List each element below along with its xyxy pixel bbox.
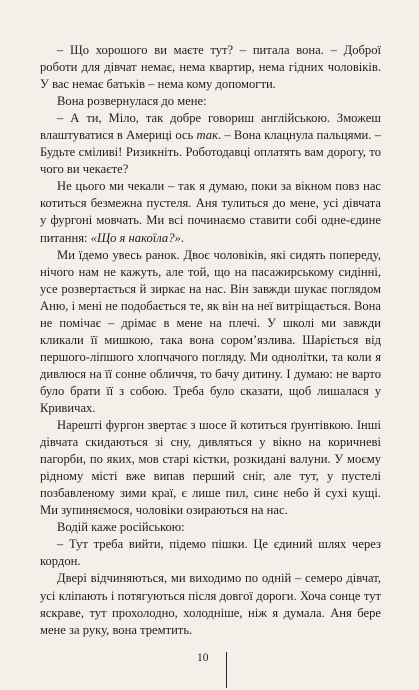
italic-text: «Що я накоїла?» <box>90 230 181 245</box>
italic-text: так <box>196 128 218 143</box>
text-run: Нарешті фургон звертає з шосе й котиться ґрунтівкою. Інші дівчата скидаються зі сну, дивляться у вікно на коричневі пагорби, по яких, мов старі кістки, розкидані валуни. У моєму рідному місті вже випав перший сніг, але тут, у пустелі позбавленому зими краї, є лише пил, синє небо й сухі кущі. Ми зупиняємося, чоловіки озираються на нас. <box>40 418 381 518</box>
text-run: . <box>180 230 184 245</box>
paragraph <box>40 247 381 417</box>
text-run: Водій каже російською: <box>57 520 185 535</box>
text-run: – Тут треба вийти, підемо пішки. Це єдиний шлях через кордон. <box>40 537 381 569</box>
paragraph <box>40 42 381 93</box>
paragraph <box>40 110 381 178</box>
footer-rule <box>226 652 227 688</box>
text-run: – Що хорошого ви маєте тут? – питала вона. – Доброї роботи для дівчат немає, нема квартир, нема гідних чоловіків. У вас немає батьків – нема кому допомогти. <box>40 43 381 92</box>
page-text <box>40 38 381 639</box>
paragraph <box>40 536 381 570</box>
paragraph <box>40 519 381 536</box>
text-run: Ми їдемо увесь ранок. Двоє чоловіків, які сидять попереду, нічого нам не кажуть, але той, що на пасажирському сидінні, усе розвертається й зиркає на нас. Він завжди шукає поглядом Аню, і мені не подобається те, як він на неї витріщається. Вона не помічає – дрімає в мене на плечі. У школі ми завжди кликали її мишкою, така вона сором’язлива. Шаріється від першого-ліпшого хлопчачого погляду. Ми однолітки, та коли я дивлюся на її сонне обличчя, то бачу дитину. І думаю: не варто було брати її з собою. Треба було сказати, щоб лишалася у Кривичах. <box>40 247 381 415</box>
text-run: Вона розвернулася до мене: <box>57 94 207 109</box>
paragraph <box>40 93 381 110</box>
text-run: – А ти, Міло, так добре говориш англійською. Зможеш влаштуватися в Америці ось <box>40 111 381 143</box>
page-number: 10 <box>197 652 209 664</box>
paragraph <box>40 417 381 519</box>
text-run: Не цього ми чекали – так я думаю, поки за вікном повз нас котиться безмежна пустеля. Аня тулиться до мене, усі дівчата у фургоні мовчать. Ми всі починаємо ставити собі одне-єдине питання: <box>40 179 381 245</box>
text-run: Двері відчиняються, ми виходимо по одній – семеро дівчат, усі кліпають і потягуються після довгої дороги. Хоча сонце тут яскраве, тут прохолодно, холодніше, ніж я думала. Аня бере мене за руку, вона тремтить. <box>40 571 381 637</box>
paragraph <box>40 570 381 638</box>
text-run: . – Вона клацнула пальцями. – Будьте сміливі! Ризикніть. Роботодавці оплатять вам дорогу, то чого ви чекаєте? <box>40 128 381 177</box>
paragraph <box>40 178 381 246</box>
